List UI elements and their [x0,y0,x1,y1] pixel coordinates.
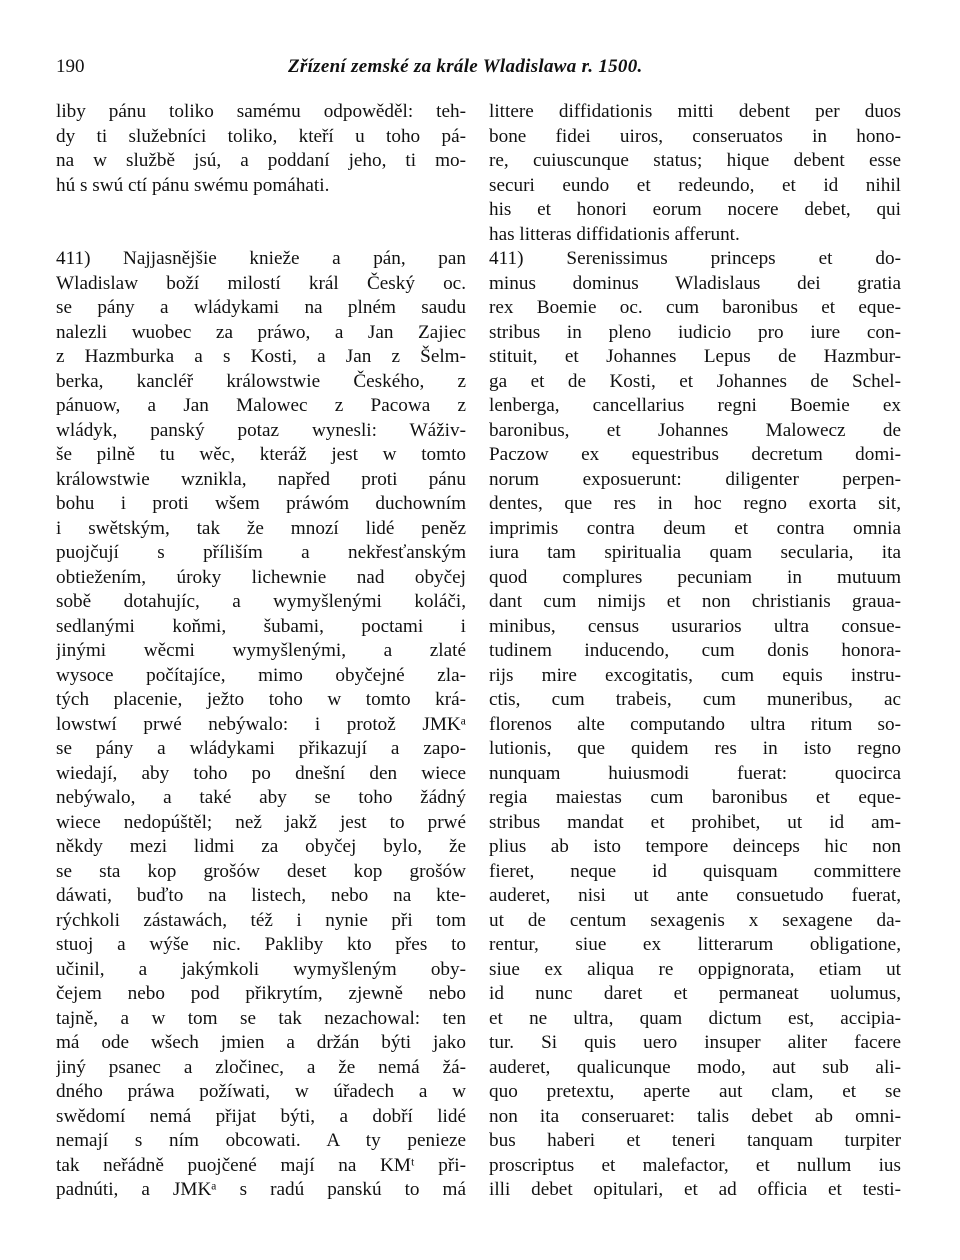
text-line: Paczow ex equestribus decretum domi- [489,444,901,465]
text-line: minibus, census usurarios ultra consue- [489,615,901,637]
text-line: berka, kancléř králowstwie Českého, z [56,370,466,392]
text-line: ut de centum sexagenis x sexagene da- [489,909,901,931]
text-line: někdy mezi lidmi za obyčej bylo, že [56,836,466,857]
text-line: dentes, que res in hoc regno exorta sit, [489,493,901,514]
text-line: siue ex aliqua re oppignorata, etiam ut [489,958,901,980]
text-line: auderet, nisi ut ante consuetudo fuerat, [489,885,901,906]
page-header [56,52,916,82]
text-line: z Hazmburka a s Kosti, a Jan z Šelm- [56,346,466,367]
text-line: 411) Serenissimus princeps et do- [489,248,901,269]
text-line: 411) Najjasnějšie knieže a pán, pan [56,248,466,269]
text-line: wiece nedopúštěl; než jakž jest to prwé [56,811,466,833]
text-line: dáwati, buďto na listech, nebo na kte- [56,885,466,906]
text-line: tých placenie, ježto toho w tomto krá- [56,689,466,710]
czech-text-column [56,100,466,1203]
text-line: securi eundo et redeundo, et id nihil [489,174,901,196]
text-line: imprimis contra deum et contra omnia [489,517,901,539]
text-line: se pány a wládykami přikazují a zapo- [56,738,466,759]
text-line: lutionis, que quidem res in isto regno [489,738,901,759]
text-line: nalezli wuobec za práwo, a Jan Zajiec [56,321,466,343]
text-line: padnúti, a JMKᵃ s radú panskú to má [56,1179,466,1200]
text-line: rýchkoli zástawách, též i nynie při tom [56,909,466,931]
text-line: auderet, qualicunque modo, aut sub ali- [489,1056,901,1078]
text-line: ga et de Kosti, et Johannes de Schel- [489,370,901,392]
text-line: bohu i proti wšem práwóm duchowním [56,493,466,514]
text-line: se pány a wládykami na plném saudu [56,297,466,318]
text-line: hú s swú ctí pánu swému pomáhati. [56,174,330,196]
text-line: nebýwalo, a také aby se toho žádný [56,787,466,808]
text-line: králowstwie wznikla, napřed proti pánu [56,468,466,490]
text-line: re, cuiuscunque status; hique debent esse [489,150,901,171]
text-line: plius ab isto tempore deinceps hic non [489,836,901,857]
text-line: lenberga, cancellarius regni Boemie ex [489,395,901,416]
text-line: rex Boemie oc. cum baronibus et eque- [489,297,901,318]
text-line: iura tam spiritualia quam secularia, ita [489,542,901,563]
text-line: non ita conseruaret: talis debet ab omni- [489,1105,901,1127]
text-line: stituit, et Johannes Lepus de Hazmbur- [489,346,901,367]
text-line: Wladislaw boží milostí král Český oc. [56,272,466,294]
text-line: dy ti služebníci toliko, kteří u toho pá- [56,125,466,147]
text-line: nemají s ním obcowati. A ty penieze [56,1130,466,1151]
text-line: učinil, a jakýmkoli wymyšleným oby- [56,958,466,980]
text-line: proscriptus et malefactor, et nullum ius [489,1154,901,1176]
text-line: sobě dotahujíc, a wymyšlenými koláči, [56,591,466,612]
text-line: dant cum nimijs et non christianis graua- [489,591,901,612]
text-line: norum exposuerunt: diligenter perpen- [489,468,901,490]
text-line: má ode wšech jmien a držán býti jako [56,1032,466,1053]
text-line: sedlanými koňmi, šubami, poctami i [56,615,466,637]
text-line: has litteras diffidationis afferunt. [489,223,740,245]
text-line: še pilně tu wěc, kteráž jest w tomto [56,444,466,465]
text-line: tudinem inducendo, cum donis honora- [489,640,901,661]
text-line: minus dominus Wladislaus dei gratia [489,272,901,294]
text-line: his et honori eorum nocere debet, qui [489,199,901,220]
text-line: baronibus, et Johannes Malowecz de [489,419,901,441]
page-number: 190 [56,56,85,77]
text-line: stribus in pleno iudicio pro iure con- [489,321,901,343]
text-line: ctis, cum trabeis, cum muneribus, ac [489,689,901,710]
running-title: Zřízení zemské za krále Wladislawa r. 1500. [288,56,643,77]
text-line: bus haberi et teneri tanquam turpiter [489,1130,901,1151]
text-line: rentur, siue ex litterarum obligatione, [489,934,901,955]
text-line: puojčují s příliším a nekřesťanským [56,542,466,563]
text-line: čejem nebo pod přikrytím, zjewně nebo [56,983,466,1004]
text-line: bone fidei uiros, conseruatos in hono- [489,125,901,147]
text-line: se sta kop grošów deset kop grošów [56,860,466,882]
text-line: dného práwa požíwati, w úřadech a w [56,1081,466,1102]
text-line: na w službě jsú, a poddaní jeho, ti mo- [56,150,466,171]
text-line: fieret, neque id quisquam committere [489,860,901,882]
text-line: et ne ultra, quam dictum est, accipia- [489,1007,901,1029]
text-line: jiný psanec a zločinec, a že nemá žá- [56,1056,466,1078]
text-line: wládyk, panský potaz wynesli: Wáživ- [56,419,466,441]
text-line: rijs mire excogitatis, cum equis instru- [489,664,901,686]
text-line: florenos alte computando ultra ritum so- [489,713,901,735]
text-line: littere diffidationis mitti debent per duos [489,101,901,122]
text-line: obtiežením, úroky lichewnie nad obyčej [56,566,466,588]
text-line: liby pánu toliko samému odpowěděl: teh- [56,101,466,122]
text-line: id nunc daret et permaneat uolumus, [489,983,901,1004]
text-line: wiedají, aby toho po dnešní den wiece [56,762,466,784]
text-line: nunquam huiusmodi fuerat: quocirca [489,762,901,784]
text-line: stribus mandat et prohibet, ut id am- [489,811,901,833]
text-line [56,198,466,223]
text-line: quo pretextu, aperte aut clam, et se [489,1081,901,1102]
text-line: swědomí nemá přijat býti, a dobří lidé [56,1105,466,1127]
text-line: pánuow, a Jan Malowec z Pacowa z [56,395,466,416]
text-line: lowstwí prwé nebýwalo: i protož JMKᵃ [56,713,466,735]
text-line: wysoce počítajíce, mimo obyčejné zla- [56,664,466,686]
text-line [56,223,466,248]
text-line: i swětským, tak že mnozí lidé peněz [56,517,466,539]
text-line: regia maiestas cum baronibus et eque- [489,787,901,808]
latin-text-column [489,100,901,1203]
text-line: tak neřádně puojčené mají na KMᵗ při- [56,1154,466,1176]
text-line: tajně, a w tom se tak nezachowal: ten [56,1007,466,1029]
text-line: stuoj a wýše nic. Pakliby kto přes to [56,934,466,955]
text-line: tur. Si quis uero insuper aliter facere [489,1032,901,1053]
text-line: jinými wěcmi wymyšlenými, a zlaté [56,640,466,661]
text-line: quod complures pecuniam in mutuum [489,566,901,588]
text-line: illi debet opitulari, et ad officia et testi- [489,1179,901,1200]
